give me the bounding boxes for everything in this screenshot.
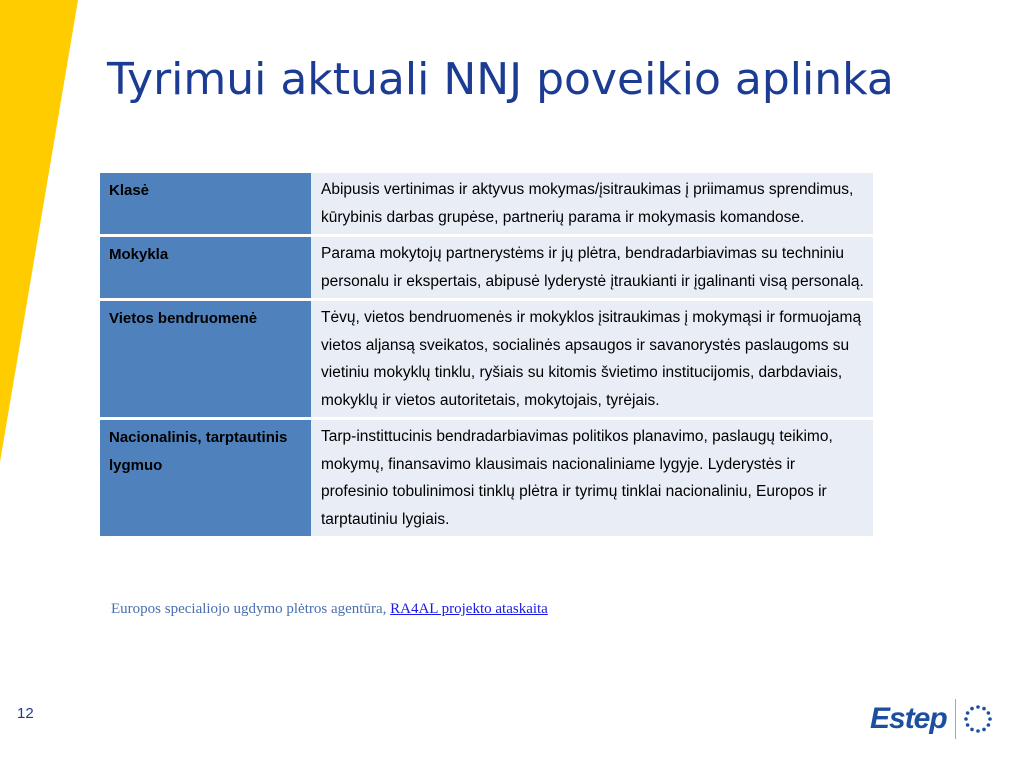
environment-table [100,173,873,539]
page-number: 12 [17,705,34,722]
row-description: Tarp-instittucinis bendradarbiavimas politikos planavimo, paslaugų teikimo, mokymų, finansavimo klausimais nacionaliniame lygyje. Lyderystės ir profesinio tobulinimosi tinklų plėtra ir tyrimų tinklai nacionaliniu, Europos ir tarptautiniu lygiais. [311,419,873,538]
row-description: Abipusis vertinimas ir aktyvus mokymas/įsitraukimas į priimamus sprendimus, kūrybinis darbas grupėse, partnerių parama ir mokymasis komandose. [311,173,873,236]
row-level-label: Nacionalinis, tarptautinis lygmuo [100,419,311,538]
table-row [100,236,873,300]
table-row [100,173,873,236]
logo-divider [955,699,956,739]
yellow-accent-stripe [0,0,90,470]
eu-stars-icon [962,703,994,735]
source-prefix: Europos specialiojo ugdymo plėtros agentūra, [111,601,387,617]
source-caption [111,601,548,618]
table-row [100,419,873,538]
row-level-label: Mokykla [100,236,311,300]
row-level-label: Klasė [100,173,311,236]
estep-logo [870,697,994,741]
logo-wordmark: Estep [870,702,947,735]
row-description: Parama mokytojų partnerystėms ir jų plėtra, bendradarbiavimas su techniniu personalu ir ekspertais, abipusė lyderystė įtraukianti ir įgalinanti visą personalą. [311,236,873,300]
source-report-link[interactable]: RA4AL projekto ataskaita [390,601,548,617]
row-description: Tėvų, vietos bendruomenės ir mokyklos įsitraukimas į mokymąsi ir formuojamą vietos aljansą sveikatos, socialinės apsaugos ir savanorystės paslaugoms su vietiniu mokyklų tinklu, ryšiais su kitomis švietimo institucijomis, darbdaviais, mokyklų ir vietos autoritetais, mokytojais, tyrėjais. [311,300,873,419]
slide-title: Tyrimui aktuali NNJ poveikio aplinka [107,54,894,105]
row-level-label: Vietos bendruomenė [100,300,311,419]
table-row [100,300,873,419]
